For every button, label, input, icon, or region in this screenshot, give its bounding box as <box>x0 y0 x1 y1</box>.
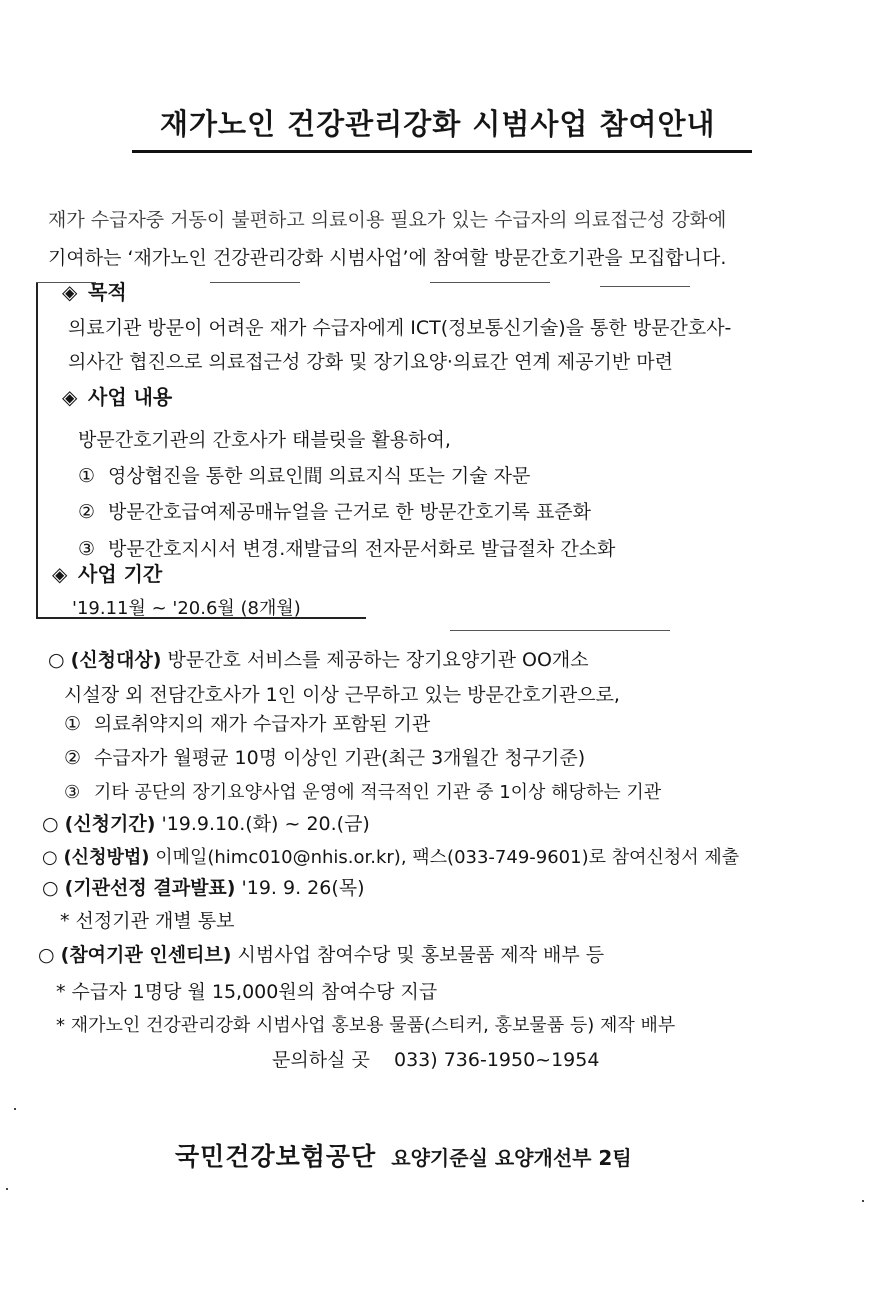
diamond-bullet-icon: ◈ <box>62 280 78 304</box>
apply-method-line: ○ (신청방법) 이메일(himc010@nhis.or.kr), 팩스(033-749-9601)로 참여신청서 제출 <box>42 847 740 868</box>
scan-speck <box>14 1108 16 1110</box>
purpose-heading-label: 목적 <box>88 280 127 304</box>
circle-bullet-icon: ○ <box>42 847 58 868</box>
scan-speck <box>6 1188 8 1190</box>
intro-line-1: 재가 수급자중 거동이 불편하고 의료이용 필요가 있는 수급자의 의료접근성 강화에 <box>48 209 727 231</box>
contact-line <box>272 1048 599 1072</box>
period-value: '19.11월 ~ '20.6월 (8개월) <box>72 598 301 619</box>
box-bottom-dash <box>450 630 670 631</box>
issuer-dept: 요양기준실 요양개선부 2팀 <box>391 1146 632 1170</box>
target-sub: 시설장 외 전담간호사가 1인 이상 근무하고 있는 방문간호기관으로, <box>64 684 620 706</box>
box-top-dash-3 <box>430 282 550 283</box>
incentive-note-1: * 수급자 1명당 월 15,000원의 참여수당 지급 <box>56 981 438 1003</box>
scan-speck <box>862 1200 864 1202</box>
circle-bullet-icon: ○ <box>42 877 59 899</box>
purpose-heading <box>62 280 127 304</box>
content-lead: 방문간호기관의 간호사가 태블릿을 활용하여, <box>78 429 451 451</box>
target-item-1: ① 의료취약지의 재가 수급자가 포함된 기관 <box>64 713 431 735</box>
box-top-dash-2 <box>210 282 300 283</box>
box-top-dash-4 <box>600 286 690 287</box>
diamond-bullet-icon: ◈ <box>62 385 78 409</box>
content-item-2: ② 방문간호급여제공매뉴얼을 근거로 한 방문간호기록 표준화 <box>78 501 592 523</box>
circle-bullet-icon: ○ <box>48 649 65 671</box>
contact-label: 문의하실 곳 <box>272 1049 370 1071</box>
incentive-note-2: * 재가노인 건강관리강화 시범사업 홍보용 물품(스티커, 홍보물품 등) 제작 배부 <box>56 1015 676 1036</box>
period-heading <box>52 562 162 586</box>
contact-phone: 033) 736-1950~1954 <box>393 1049 600 1071</box>
content-heading <box>62 385 172 409</box>
apply-period-line: ○ (신청기간) '19.9.10.(화) ~ 20.(금) <box>42 813 370 835</box>
content-heading-label: 사업 내용 <box>88 385 173 409</box>
purpose-line-2: 의사간 협진으로 의료접근성 강화 및 장기요양·의료간 연계 제공기반 마련 <box>68 351 673 373</box>
target-item-3: ③ 기타 공단의 장기요양사업 운영에 적극적인 기관 중 1이상 해당하는 기관 <box>64 782 662 803</box>
circle-bullet-icon: ○ <box>42 813 59 835</box>
target-line: ○ (신청대상) 방문간호 서비스를 제공하는 장기요양기관 OO개소 <box>48 649 589 671</box>
period-heading-label: 사업 기간 <box>78 562 163 586</box>
content-item-1: ① 영상협진을 통한 의료인間 의료지식 또는 기술 자문 <box>78 465 531 487</box>
incentive-line: ○ (참여기관 인센티브) 시범사업 참여수당 및 홍보물품 제작 배부 등 <box>38 944 605 966</box>
title-underline <box>132 150 752 153</box>
document-title: 재가노인 건강관리강화 시범사업 참여안내 <box>160 107 716 141</box>
result-note: * 선정기관 개별 통보 <box>60 910 235 932</box>
circle-bullet-icon: ○ <box>38 944 55 966</box>
diamond-bullet-icon: ◈ <box>52 562 68 586</box>
purpose-line-1: 의료기관 방문이 어려운 재가 수급자에게 ICT(정보통신기술)을 통한 방문간호사- <box>68 317 732 339</box>
target-item-2: ② 수급자가 월평균 10명 이상인 기관(최근 3개월간 청구기준) <box>64 747 586 769</box>
issuer-org: 국민건강보험공단 <box>175 1142 377 1171</box>
issuer-footer <box>175 1137 632 1173</box>
result-line: ○ (기관선정 결과발표) '19. 9. 26(목) <box>42 877 365 899</box>
section-box-left-border <box>36 282 38 617</box>
intro-line-2: 기여하는 ‘재가노인 건강관리강화 시범사업’에 참여할 방문간호기관을 모집합니다. <box>48 247 727 269</box>
content-item-3: ③ 방문간호지시서 변경.재발급의 전자문서화로 발급절차 간소화 <box>78 538 616 560</box>
